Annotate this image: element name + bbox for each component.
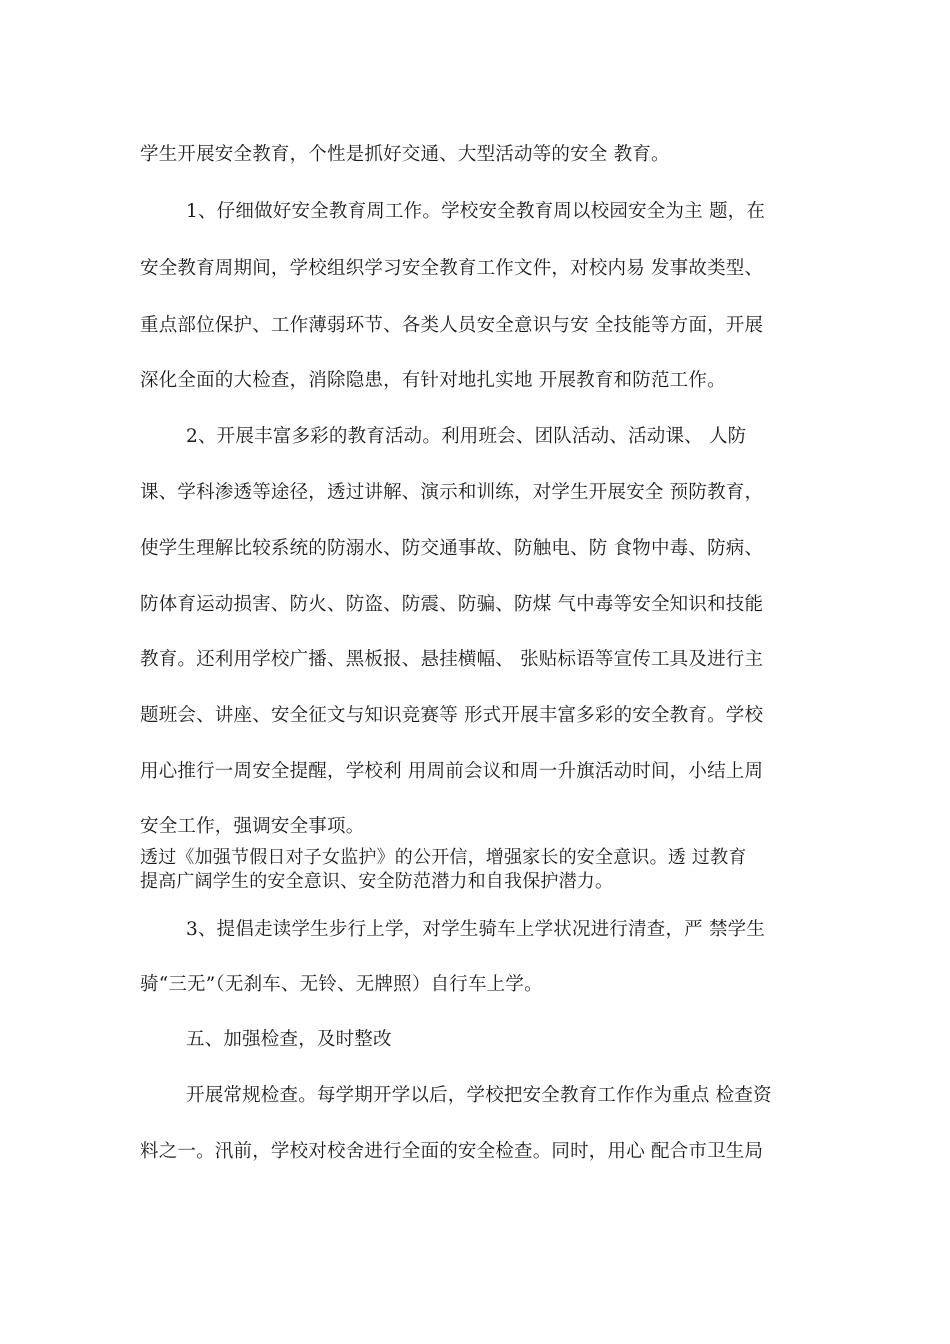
text-line-16: 3、提倡走读学生步行上学，对学生骑车上学状况进行清查，严 禁学生 (186, 919, 766, 940)
text-line-9: 防体育运动损害、防火、防盗、防震、防骗、防煤 气中毒等安全知识和技能 (140, 594, 764, 615)
text-line-6: 2、开展丰富多彩的教育活动。利用班会、团队活动、活动课、 人防 (186, 426, 747, 447)
text-line-5: 深化全面的大检查，消除隐患，有针对地扎实地 开展教育和防范工作。 (140, 370, 726, 391)
text-line-14: 透过《加强节假日对子女监护》的公开信，增强家长的安全意识。透 过教育 (140, 847, 747, 868)
section-heading-5: 五、加强检查，及时整改 (186, 1029, 392, 1050)
text-line-4: 重点部位保护、工作薄弱环节、各类人员安全意识与安 全技能等方面，开展 (140, 315, 764, 336)
text-line-15: 提高广阔学生的安全意识、安全防范潜力和自我保护潜力。 (140, 871, 614, 892)
text-line-13: 安全工作，强调安全事项。 (140, 816, 365, 837)
text-line-2: 1、仔细做好安全教育周工作。学校安全教育周以校园安全为主 题，在 (186, 201, 766, 222)
text-line-20: 料之一。汛前，学校对校舍进行全面的安全检查。同时，用心 配合市卫生局 (140, 1141, 764, 1162)
text-line-7: 课、学科渗透等途径，透过讲解、演示和训练，对学生开展安全 预防教育， (140, 482, 764, 503)
text-line-17: 骑“三无”（无刹车、无铃、无牌照）自行车上学。 (140, 974, 543, 995)
text-line-11: 题班会、讲座、安全征文与知识竞赛等 形式开展丰富多彩的安全教育。学校 (140, 705, 764, 726)
text-line-12: 用心推行一周安全提醒，学校利 用周前会议和周一升旗活动时间，小结上周 (140, 761, 764, 782)
text-line-19: 开展常规检查。每学期开学以后，学校把安全教育工作作为重点 检查资 (186, 1085, 772, 1106)
text-line-3: 安全教育周期间，学校组织学习安全教育工作文件，对校内易 发事故类型、 (140, 258, 764, 279)
text-line-8: 使学生理解比较系统的防溺水、防交通事故、防触电、防 食物中毒、防病、 (140, 538, 764, 559)
text-line-1: 学生开展安全教育，个性是抓好交通、大型活动等的安全 教育。 (140, 144, 670, 165)
text-line-10: 教育。还利用学校广播、黑板报、悬挂横幅、 张贴标语等宣传工具及进行主 (140, 649, 764, 670)
